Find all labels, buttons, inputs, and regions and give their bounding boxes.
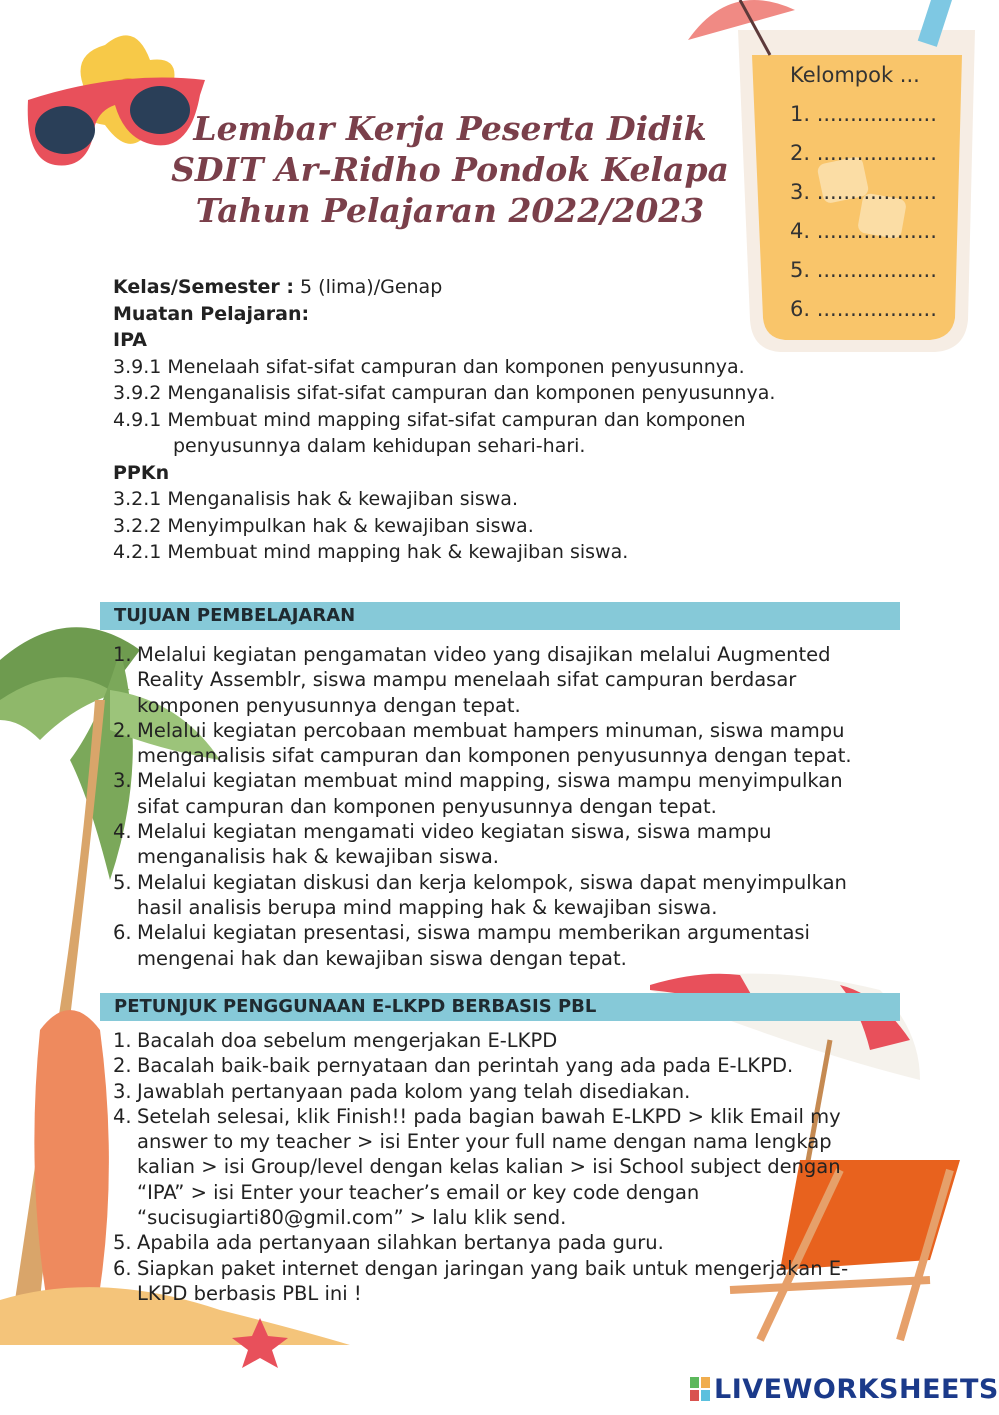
- title-line: SDIT Ar-Ridho Pondok Kelapa: [171, 150, 729, 189]
- list-item: [113, 1028, 913, 1053]
- list-item: [113, 642, 913, 718]
- list-item: [113, 1053, 913, 1078]
- worksheet-title: [150, 108, 750, 231]
- list-item: [113, 920, 913, 971]
- item-number: 4.: [113, 820, 132, 844]
- item-line: Melalui kegiatan membuat mind mapping, siswa mampu menyimpulkan: [137, 769, 843, 793]
- item-line: Setelah selesai, klik Finish!! pada bagian bawah E-LKPD > klik Email my: [137, 1104, 841, 1128]
- item-number: 4.: [113, 1104, 132, 1128]
- kelompok-line: 3. ..................: [790, 180, 937, 204]
- item-line: Bacalah doa sebelum mengerjakan E-LKPD: [137, 1029, 558, 1052]
- ipa-item: 3.9.2 Menganalisis sifat-sifat campuran dan komponen penyusunnya.: [113, 382, 776, 404]
- item-line: Siapkan paket internet dengan jaringan yang baik untuk mengerjakan E-: [137, 1256, 849, 1280]
- list-item: [113, 1104, 913, 1230]
- item-line: menganalisis hak & kewajiban siswa.: [137, 845, 500, 869]
- kelompok-line: 6. ..................: [790, 297, 937, 321]
- petunjuk-list: [113, 1028, 913, 1306]
- ipa-item: 4.9.1 Membuat mind mapping sifat-sifat campuran dan komponen: [113, 408, 746, 431]
- title-line: Tahun Pelajaran 2022/2023: [195, 191, 705, 230]
- item-number: 5.: [113, 870, 132, 894]
- ppkn-item: 3.2.2 Menyimpulkan hak & kewajiban siswa.: [113, 514, 534, 537]
- item-line: answer to my teacher > isi Enter your full name dengan nama lengkap: [137, 1130, 832, 1154]
- item-line: komponen penyusunnya dengan tepat.: [137, 693, 521, 717]
- kelompok-line: 2. ..................: [790, 141, 937, 165]
- ipa-label: IPA: [113, 329, 147, 351]
- kelompok-line: 4. ..................: [790, 219, 937, 243]
- kelompok-line: 1. ..................: [790, 102, 937, 126]
- item-line: kalian > isi Group/level dengan kelas kalian > isi School subject dengan: [137, 1155, 841, 1179]
- list-item: [113, 870, 913, 921]
- tujuan-list: [113, 642, 913, 971]
- item-line: Melalui kegiatan diskusi dan kerja kelompok, siswa dapat menyimpulkan: [137, 870, 847, 894]
- item-line: sifat campuran dan komponen penyusunnya dengan tepat.: [137, 794, 717, 818]
- tujuan-heading: TUJUAN PEMBELAJARAN: [100, 602, 900, 630]
- liveworksheets-icon: [690, 1377, 710, 1401]
- kelas-label: Kelas/Semester :: [113, 276, 294, 298]
- list-item: [113, 819, 913, 870]
- kelompok-line: 5. ..................: [790, 258, 937, 282]
- item-line: Jawablah pertanyaan pada kolom yang telah disediakan.: [137, 1079, 691, 1103]
- kelas-value: 5 (lima)/Genap: [300, 276, 443, 298]
- petunjuk-heading: PETUNJUK PENGGUNAAN E-LKPD BERBASIS PBL: [100, 993, 900, 1021]
- list-item: [113, 718, 913, 769]
- list-item: [113, 1256, 913, 1307]
- liveworksheets-logo[interactable]: [690, 1374, 999, 1405]
- item-number: 2.: [113, 1054, 132, 1078]
- list-item: [113, 1079, 913, 1104]
- kelas-row: [113, 274, 775, 301]
- item-number: 3.: [113, 1079, 132, 1103]
- title-line: Lembar Kerja Peserta Didik: [193, 109, 707, 148]
- brand-text: LIVEWORKSHEETS: [714, 1374, 999, 1405]
- ipa-item: penyusunnya dalam kehidupan sehari-hari.: [173, 435, 586, 457]
- item-line: “IPA” > isi Enter your teacher’s email or key code dengan: [137, 1180, 700, 1204]
- item-line: LKPD berbasis PBL ini !: [137, 1281, 362, 1305]
- item-line: Melalui kegiatan pengamatan video yang disajikan melalui Augmented: [137, 643, 831, 666]
- item-line: Apabila ada pertanyaan silahkan bertanya pada guru.: [137, 1231, 664, 1255]
- item-line: mengenai hak dan kewajiban siswa dengan tepat.: [137, 946, 627, 970]
- ppkn-item: 3.2.1 Menganalisis hak & kewajiban siswa.: [113, 488, 518, 510]
- item-line: “sucisugiarti80@gmil.com” > lalu klik send.: [137, 1206, 567, 1230]
- kelompok-list: [790, 56, 937, 329]
- item-line: menganalisis sifat campuran dan komponen penyusunnya dengan tepat.: [137, 744, 852, 768]
- list-item: [113, 1230, 913, 1255]
- item-line: Melalui kegiatan mengamati video kegiatan siswa, siswa mampu: [137, 820, 772, 844]
- muatan-label: Muatan Pelajaran:: [113, 302, 310, 325]
- item-line: Melalui kegiatan presentasi, siswa mampu memberikan argumentasi: [137, 921, 810, 945]
- ppkn-item: 4.2.1 Membuat mind mapping hak & kewajiban siswa.: [113, 541, 629, 563]
- item-number: 5.: [113, 1231, 132, 1255]
- item-line: Reality Assemblr, siswa mampu menelaah sifat campuran berdasar: [137, 668, 797, 692]
- item-number: 1.: [113, 1029, 132, 1052]
- info-block: [113, 274, 775, 566]
- item-number: 6.: [113, 1256, 132, 1280]
- item-number: 6.: [113, 921, 132, 945]
- item-number: 2.: [113, 718, 132, 742]
- item-line: Melalui kegiatan percobaan membuat hampers minuman, siswa mampu: [137, 718, 845, 742]
- item-line: hasil analisis berupa mind mapping hak & kewajiban siswa.: [137, 895, 718, 919]
- ppkn-label: PPKn: [113, 461, 170, 484]
- item-number: 1.: [113, 643, 132, 666]
- item-line: Bacalah baik-baik pernyataan dan perintah yang ada pada E-LKPD.: [137, 1054, 794, 1078]
- item-number: 3.: [113, 769, 132, 793]
- ipa-item: 3.9.1 Menelaah sifat-sifat campuran dan komponen penyusunnya.: [113, 355, 745, 378]
- kelompok-heading: Kelompok ...: [790, 63, 920, 87]
- list-item: [113, 768, 913, 819]
